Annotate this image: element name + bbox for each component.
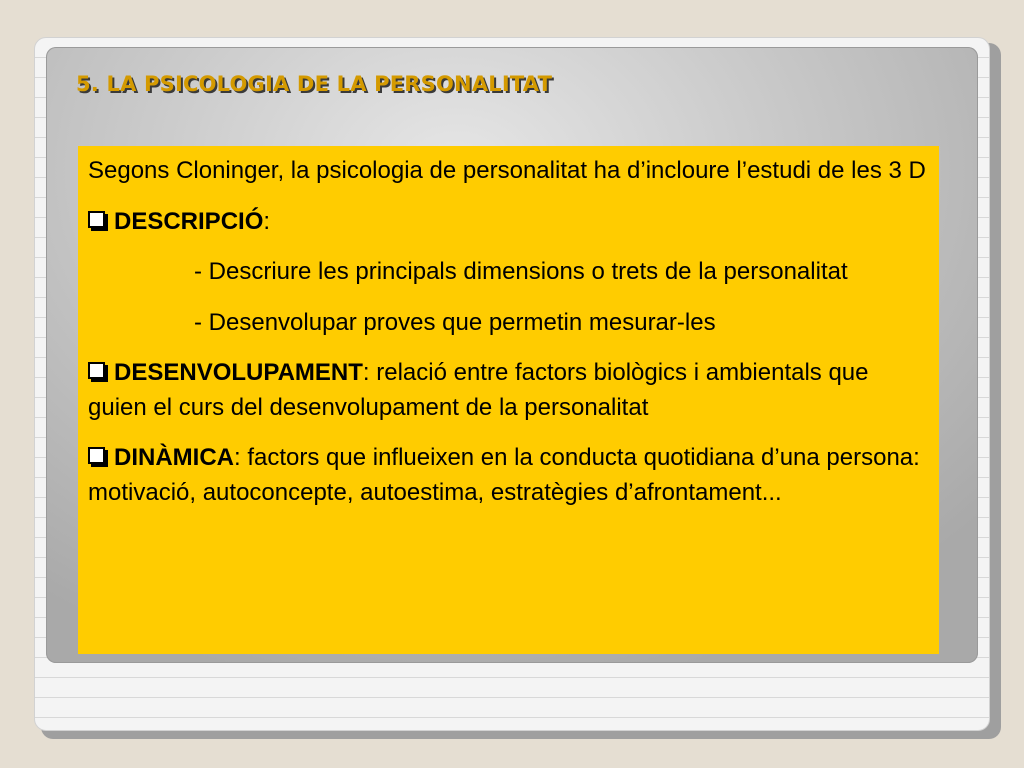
section-heading: DINÀMICA: [114, 444, 234, 471]
content-box: [78, 146, 939, 654]
section-desenvolupament: [88, 356, 929, 425]
hollow-square-bullet-icon: [88, 211, 105, 228]
section-text: :: [263, 207, 271, 235]
hollow-square-bullet-icon: [88, 362, 105, 379]
sub-item-text: - Desenvolupar proves que permetin mesurar-les: [194, 308, 716, 336]
section-descripcio: [88, 205, 929, 240]
sub-item-text: - Descriure les principals dimensions o trets de la personalitat: [194, 258, 848, 285]
sub-item: [88, 306, 929, 341]
section-dinamica: [88, 441, 929, 510]
section-text: : relació entre factors biològics i ambientals que guien el curs del desenvolupament de la personalitat: [88, 359, 869, 421]
slide-title: 5. LA PSICOLOGIA DE LA PERSONALITAT: [76, 72, 553, 96]
intro-text: Segons Cloninger, la psicologia de personalitat ha d’incloure l’estudi de les 3 D: [88, 157, 926, 184]
section-heading: DESENVOLUPAMENT: [114, 359, 363, 386]
hollow-square-bullet-icon: [88, 447, 105, 464]
section-text: : factors que influeixen en la conducta quotidiana d’una persona: motivació, autoconcepte, autoestima, estratègies d’afrontament...: [88, 444, 920, 506]
sub-item: [88, 255, 929, 290]
section-heading: DESCRIPCIÓ: [114, 207, 264, 235]
